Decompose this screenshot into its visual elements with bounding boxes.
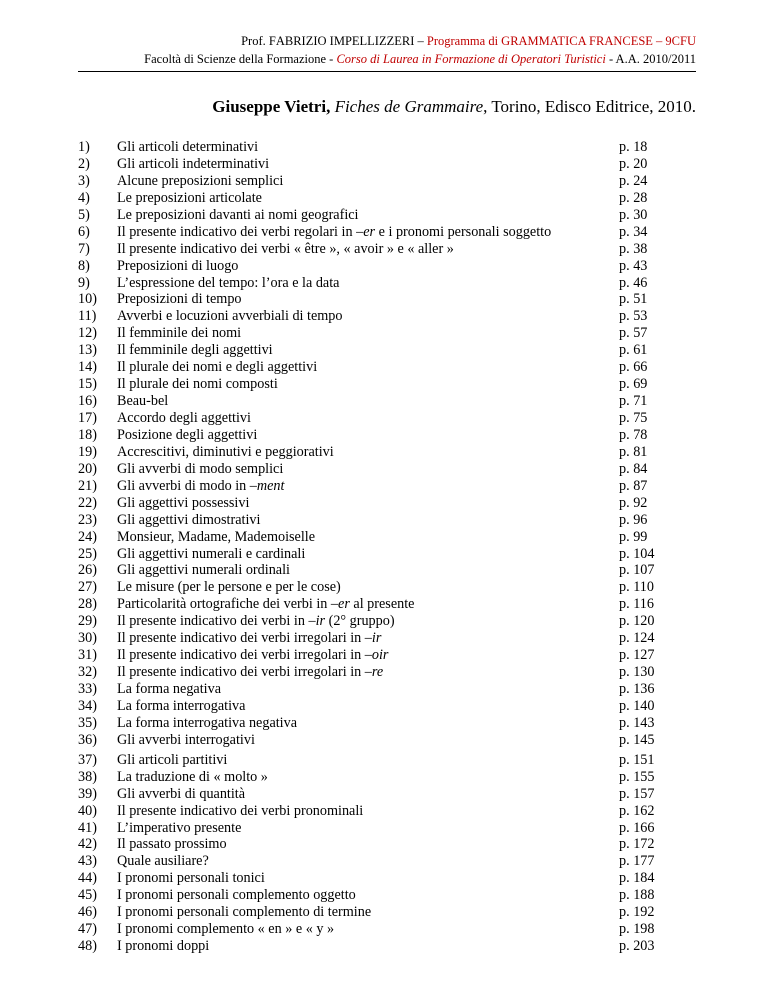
toc-page: p. 61 xyxy=(619,342,648,359)
toc-row xyxy=(78,769,696,786)
toc-page: p. 151 xyxy=(619,751,655,768)
toc-title-text: Gli articoli partitivi xyxy=(117,751,228,768)
toc-title-text: Gli avverbi di modo in xyxy=(117,477,250,494)
toc-row xyxy=(78,173,696,190)
toc-row xyxy=(78,904,696,921)
toc-number: 10) xyxy=(78,291,97,308)
toc-title-text: La forma negativa xyxy=(117,681,221,697)
toc-title xyxy=(117,732,255,749)
toc-title xyxy=(117,427,257,444)
toc-title xyxy=(117,698,245,715)
toc-page: p. 51 xyxy=(619,291,648,308)
toc-number: 1) xyxy=(78,139,90,155)
header-faculty: Facoltà di Scienze della Formazione - xyxy=(144,52,337,66)
toc-title-text: I pronomi personali tonici xyxy=(117,870,265,887)
toc-title xyxy=(117,139,258,156)
toc-row xyxy=(78,921,696,938)
header-course: Corso di Laurea in Formazione di Operatori Turistici xyxy=(336,52,606,66)
toc-page: p. 66 xyxy=(619,359,648,376)
toc-row xyxy=(78,887,696,904)
toc-number: 22) xyxy=(78,494,97,511)
toc-title xyxy=(117,291,242,308)
toc-row xyxy=(78,393,696,410)
toc-page: p. 96 xyxy=(619,511,648,528)
toc-title-text: Le preposizioni davanti ai nomi geografici xyxy=(117,206,359,223)
toc-number: 14) xyxy=(78,359,97,376)
header-program: Programma di GRAMMATICA FRANCESE – 9CFU xyxy=(426,34,696,48)
toc-page: p. 38 xyxy=(619,240,648,257)
toc-title-text: Il presente indicativo dei verbi irregolari in xyxy=(117,647,365,664)
toc-number: 33) xyxy=(78,681,97,697)
toc-number: 12) xyxy=(78,325,97,342)
toc-number: 35) xyxy=(78,714,97,731)
toc-title xyxy=(117,803,363,820)
toc-row xyxy=(78,579,696,596)
toc-title xyxy=(117,512,260,529)
toc-title-text: La forma interrogativa xyxy=(117,697,246,714)
toc-page: p. 177 xyxy=(619,853,655,870)
toc-row xyxy=(78,308,696,325)
toc-title-text: Quale ausiliare? xyxy=(117,853,209,870)
toc-row xyxy=(78,258,696,275)
toc-number: 45) xyxy=(78,887,97,904)
book-author: Giuseppe Vietri, xyxy=(212,97,331,116)
toc-row xyxy=(78,427,696,444)
toc-number: 26) xyxy=(78,562,97,579)
toc-title xyxy=(117,376,278,393)
toc-title-text: Il femminile dei nomi xyxy=(117,325,242,342)
toc-title xyxy=(117,681,221,698)
toc-row xyxy=(78,376,696,393)
toc-number: 17) xyxy=(78,410,97,426)
header-name-first-initial: F xyxy=(268,34,276,48)
toc-page: p. 130 xyxy=(619,664,655,681)
toc-title xyxy=(117,444,334,461)
toc-number: 9) xyxy=(78,274,90,291)
toc-title xyxy=(117,715,297,732)
toc-page: p. 18 xyxy=(619,139,648,155)
toc-title xyxy=(117,190,262,207)
toc-title-text: L’imperativo presente xyxy=(117,819,242,836)
toc-number: 42) xyxy=(78,836,97,853)
toc-page: p. 157 xyxy=(619,785,655,802)
toc-page: p. 28 xyxy=(619,189,648,206)
toc-number: 23) xyxy=(78,511,97,528)
toc-title-text: Particolarità ortografiche dei verbi in xyxy=(117,596,331,613)
toc-title-suffix: al presente xyxy=(349,596,415,613)
toc-title xyxy=(117,173,283,190)
toc-row xyxy=(78,870,696,887)
toc-row xyxy=(78,529,696,546)
toc-title xyxy=(117,393,168,410)
toc-title-text: Il presente indicativo dei verbi « être », « avoir » e « aller » xyxy=(117,240,454,257)
toc-title-ending: –oir xyxy=(364,647,389,664)
toc-number: 3) xyxy=(78,172,90,189)
toc-number: 39) xyxy=(78,785,97,802)
toc-number: 13) xyxy=(78,342,97,359)
toc-title xyxy=(117,308,342,325)
toc-row xyxy=(78,156,696,173)
toc-row xyxy=(78,512,696,529)
toc-title-text: Gli avverbi di quantità xyxy=(117,785,246,802)
toc-page: p. 104 xyxy=(619,545,655,562)
toc-row xyxy=(78,820,696,837)
header-line-1 xyxy=(241,34,696,49)
toc-row xyxy=(78,613,696,630)
toc-page: p. 24 xyxy=(619,172,648,189)
toc-title-text: Accordo degli aggettivi xyxy=(117,410,251,426)
toc-number: 27) xyxy=(78,579,97,596)
toc-page: p. 43 xyxy=(619,257,648,274)
toc-title xyxy=(117,870,265,887)
toc-title xyxy=(117,769,268,786)
toc-title xyxy=(117,325,241,342)
toc-title-text: L’espressione del tempo: l’ora e la data xyxy=(117,274,340,291)
toc-title xyxy=(117,820,241,837)
toc-title xyxy=(117,630,381,647)
toc-row xyxy=(78,478,696,495)
toc-number: 11) xyxy=(78,308,97,325)
toc-title xyxy=(117,613,395,630)
header-year: - A.A. 2010/2011 xyxy=(605,52,696,66)
toc-row xyxy=(78,664,696,681)
toc-number: 40) xyxy=(78,802,97,819)
toc-title-suffix: (2° gruppo) xyxy=(325,613,395,630)
toc-row xyxy=(78,752,696,769)
toc-title-text: Beau-bel xyxy=(117,393,169,410)
toc-number: 20) xyxy=(78,460,97,477)
toc-page: p. 127 xyxy=(619,647,655,664)
toc-page: p. 184 xyxy=(619,870,655,887)
toc-row xyxy=(78,786,696,803)
toc-title-text: Gli aggettivi numerali ordinali xyxy=(117,562,290,579)
toc-title-text: Gli articoli indeterminativi xyxy=(117,155,270,172)
toc-title xyxy=(117,579,341,596)
toc-number: 48) xyxy=(78,938,97,955)
toc-title-text: I pronomi complemento « en » e « y » xyxy=(117,921,335,938)
toc-page: p. 78 xyxy=(619,426,648,443)
toc-row xyxy=(78,444,696,461)
toc-page: p. 99 xyxy=(619,528,648,545)
toc-title xyxy=(117,853,209,870)
toc-row xyxy=(78,224,696,241)
toc-title-text: Avverbi e locuzioni avverbiali di tempo xyxy=(117,308,343,325)
toc-number: 21) xyxy=(78,477,97,494)
toc-title xyxy=(117,224,551,241)
toc-title-text: Accrescitivi, diminutivi e peggiorativi xyxy=(117,443,334,460)
toc-title-text: Gli aggettivi possessivi xyxy=(117,494,250,511)
toc-title-text: Alcune preposizioni semplici xyxy=(117,172,284,189)
toc-page: p. 53 xyxy=(619,308,648,325)
toc-title-text: Monsieur, Madame, Mademoiselle xyxy=(117,528,316,545)
toc-title-text: Il presente indicativo dei verbi in xyxy=(117,613,309,630)
toc-page: p. 120 xyxy=(619,613,655,630)
toc-row xyxy=(78,803,696,820)
toc-row xyxy=(78,715,696,732)
toc-title-text: Preposizioni di tempo xyxy=(117,291,242,308)
toc-title xyxy=(117,786,245,803)
toc-title-text: I pronomi personali complemento oggetto xyxy=(117,887,356,904)
toc-number: 28) xyxy=(78,596,97,613)
toc-number: 43) xyxy=(78,853,97,870)
toc-row xyxy=(78,938,696,955)
toc-title-text: La forma interrogativa negativa xyxy=(117,714,298,731)
toc-row xyxy=(78,546,696,563)
toc-page: p. 203 xyxy=(619,938,655,955)
toc-page: p. 34 xyxy=(619,223,648,240)
toc-title-text: Il plurale dei nomi composti xyxy=(117,376,278,393)
header-name-last-rest: MPELLIZZERI xyxy=(333,34,415,48)
toc-title-text: Preposizioni di luogo xyxy=(117,257,239,274)
toc-row xyxy=(78,836,696,853)
toc-number: 16) xyxy=(78,393,97,410)
book-publisher: , Torino, Edisco Editrice, 2010. xyxy=(483,97,696,116)
toc-number: 18) xyxy=(78,426,97,443)
toc-title xyxy=(117,478,284,495)
toc-row xyxy=(78,698,696,715)
toc-title-text: Il presente indicativo dei verbi irregolari in xyxy=(117,664,365,681)
toc-title-text: Gli avverbi interrogativi xyxy=(117,731,255,748)
toc-title-text: Il femminile degli aggettivi xyxy=(117,342,273,359)
toc-page: p. 57 xyxy=(619,325,648,342)
toc-number: 5) xyxy=(78,206,90,223)
toc-page: p. 166 xyxy=(619,819,655,836)
toc-title xyxy=(117,207,359,224)
toc-number: 36) xyxy=(78,731,97,748)
header-dash: – xyxy=(414,34,427,48)
toc-number: 25) xyxy=(78,545,97,562)
toc-title-text: Gli aggettivi dimostrativi xyxy=(117,511,261,528)
toc-page: p. 188 xyxy=(619,887,655,904)
toc-title-ending: –re xyxy=(364,664,384,681)
toc-title xyxy=(117,529,315,546)
toc-title xyxy=(117,258,238,275)
toc-title xyxy=(117,938,209,955)
toc-title-ending: –er xyxy=(330,596,350,613)
toc-page: p. 136 xyxy=(619,681,655,697)
toc-number: 46) xyxy=(78,904,97,921)
toc-number: 19) xyxy=(78,443,97,460)
toc-number: 29) xyxy=(78,613,97,630)
toc-title-text: Il plurale dei nomi e degli aggettivi xyxy=(117,359,318,376)
toc-row xyxy=(78,562,696,579)
toc-title-text: La traduzione di « molto » xyxy=(117,768,268,785)
toc-title-text: Il presente indicativo dei verbi pronominali xyxy=(117,802,364,819)
toc-title xyxy=(117,596,414,613)
toc-title-suffix: e i pronomi personali soggetto xyxy=(375,223,552,240)
toc-row xyxy=(78,275,696,292)
toc-title-text: Posizione degli aggettivi xyxy=(117,426,258,443)
header-rule xyxy=(78,71,696,72)
toc-title xyxy=(117,546,305,563)
toc-row xyxy=(78,647,696,664)
toc-title-text: Le misure (per le persone e per le cose) xyxy=(117,579,341,596)
toc-page: p. 116 xyxy=(619,596,654,613)
toc-title xyxy=(117,752,227,769)
toc-number: 34) xyxy=(78,697,97,714)
toc-title xyxy=(117,275,339,292)
toc-row xyxy=(78,342,696,359)
toc-page: p. 84 xyxy=(619,460,648,477)
toc-row xyxy=(78,359,696,376)
toc-page: p. 107 xyxy=(619,562,655,579)
toc-title xyxy=(117,647,388,664)
toc-title xyxy=(117,887,356,904)
toc-number: 32) xyxy=(78,664,97,681)
header-name-last-initial: I xyxy=(329,34,334,48)
toc-title-text: I pronomi personali complemento di termine xyxy=(117,904,372,921)
toc-title xyxy=(117,342,273,359)
toc-title-text: Il presente indicativo dei verbi regolari in xyxy=(117,223,357,240)
toc-title xyxy=(117,904,371,921)
toc-page: p. 172 xyxy=(619,836,655,853)
toc-number: 31) xyxy=(78,647,97,664)
toc-title xyxy=(117,156,269,173)
toc-row xyxy=(78,139,696,156)
toc-row xyxy=(78,596,696,613)
toc-row xyxy=(78,630,696,647)
toc-title xyxy=(117,495,249,512)
toc-title xyxy=(117,921,334,938)
header-prof: Prof. xyxy=(241,34,269,48)
toc-title xyxy=(117,562,290,579)
toc-row xyxy=(78,325,696,342)
toc-number: 41) xyxy=(78,819,97,836)
toc-number: 37) xyxy=(78,751,97,768)
toc-title-text: I pronomi doppi xyxy=(117,938,210,955)
table-of-contents xyxy=(78,139,696,955)
toc-page: p. 20 xyxy=(619,155,648,172)
toc-row xyxy=(78,495,696,512)
toc-title-ending: –ir xyxy=(308,613,326,630)
toc-page: p. 198 xyxy=(619,921,655,938)
toc-number: 47) xyxy=(78,921,97,938)
toc-page: p. 192 xyxy=(619,904,655,921)
toc-page: p. 75 xyxy=(619,410,648,426)
toc-page: p. 124 xyxy=(619,630,655,647)
toc-title xyxy=(117,359,317,376)
toc-number: 15) xyxy=(78,376,97,393)
toc-title xyxy=(117,241,454,258)
toc-number: 6) xyxy=(78,223,90,240)
toc-page: p. 143 xyxy=(619,714,655,731)
header-name-first-rest: ABRIZIO xyxy=(275,34,327,48)
toc-number: 38) xyxy=(78,768,97,785)
toc-title xyxy=(117,410,251,427)
toc-title xyxy=(117,836,227,853)
toc-page: p. 87 xyxy=(619,477,648,494)
toc-title-text: Gli articoli determinativi xyxy=(117,139,259,155)
toc-page: p. 46 xyxy=(619,274,648,291)
toc-row xyxy=(78,853,696,870)
toc-page: p. 71 xyxy=(619,393,648,410)
toc-page: p. 92 xyxy=(619,494,648,511)
toc-row xyxy=(78,732,696,749)
toc-title-ending: –ir xyxy=(364,630,382,647)
toc-title xyxy=(117,461,283,478)
toc-title-ending: –er xyxy=(356,223,376,240)
toc-page: p. 30 xyxy=(619,206,648,223)
toc-number: 4) xyxy=(78,189,90,206)
toc-row xyxy=(78,291,696,308)
toc-title-text: Gli aggettivi numerali e cardinali xyxy=(117,545,306,562)
toc-page: p. 145 xyxy=(619,731,655,748)
toc-number: 44) xyxy=(78,870,97,887)
toc-number: 2) xyxy=(78,155,90,172)
toc-title-ending: –ment xyxy=(249,477,285,494)
toc-page: p. 81 xyxy=(619,443,648,460)
toc-number: 30) xyxy=(78,630,97,647)
toc-title-text: Il presente indicativo dei verbi irregolari in xyxy=(117,630,365,647)
toc-title-text: Il passato prossimo xyxy=(117,836,227,853)
toc-page: p. 155 xyxy=(619,768,655,785)
toc-row xyxy=(78,681,696,698)
toc-title-text: Le preposizioni articolate xyxy=(117,189,262,206)
toc-title xyxy=(117,664,383,681)
toc-page: p. 69 xyxy=(619,376,648,393)
toc-page: p. 110 xyxy=(619,579,654,596)
toc-number: 7) xyxy=(78,240,90,257)
header-line-2 xyxy=(144,52,696,67)
toc-page: p. 140 xyxy=(619,697,655,714)
toc-number: 24) xyxy=(78,528,97,545)
toc-row xyxy=(78,461,696,478)
toc-row xyxy=(78,241,696,258)
toc-row xyxy=(78,207,696,224)
toc-title-text: Gli avverbi di modo semplici xyxy=(117,460,284,477)
toc-page: p. 162 xyxy=(619,802,655,819)
toc-row xyxy=(78,190,696,207)
book-title: Fiches de Grammaire xyxy=(330,97,484,116)
book-reference xyxy=(212,97,696,117)
toc-number: 8) xyxy=(78,257,90,274)
toc-row xyxy=(78,410,696,427)
